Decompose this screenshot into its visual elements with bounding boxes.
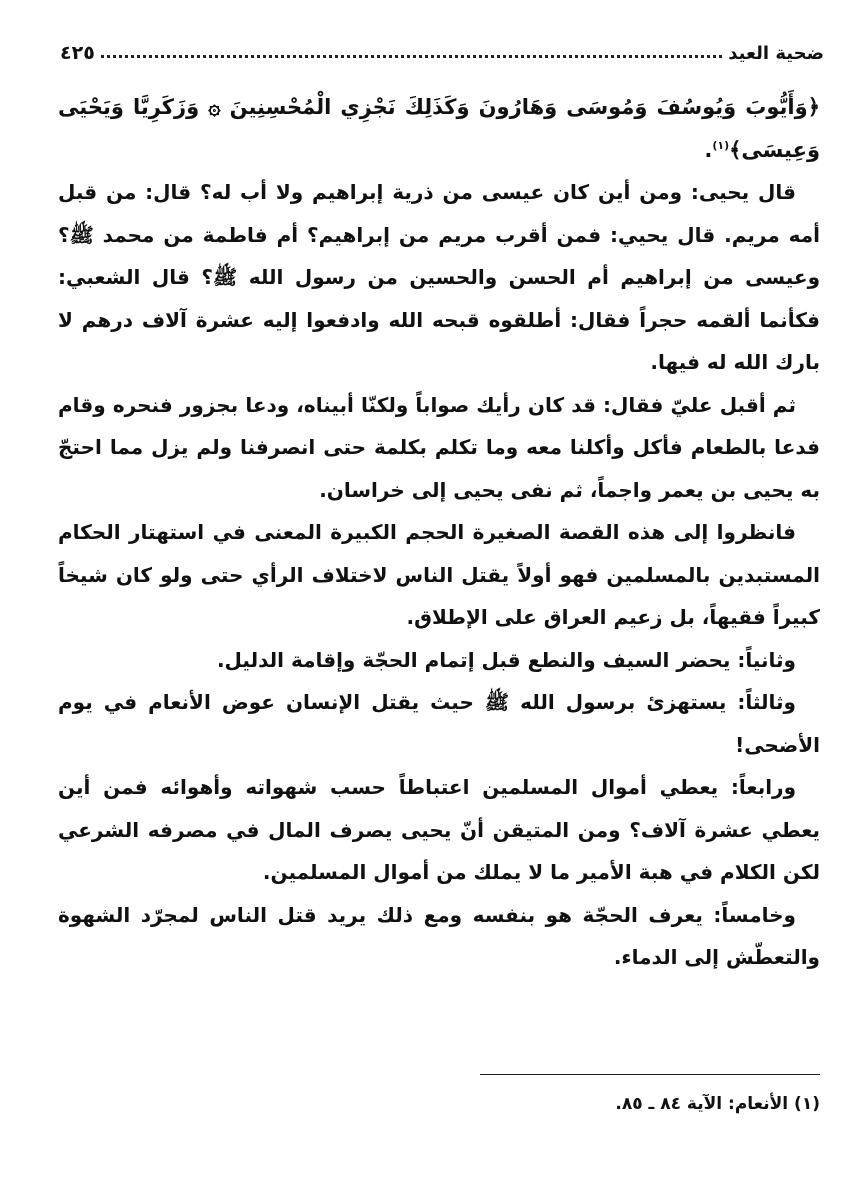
footnote-divider <box>480 1074 820 1075</box>
verse-close-bracket: ﴾ <box>729 137 742 162</box>
chapter-title: ضحية العيد <box>728 43 824 64</box>
page-number: ٤٢٥ <box>60 42 95 64</box>
paragraph-2: ثم أقبل عليّ فقال: قد كان رأيك صواباً ولكنّا أبيناه، ودعا بجزور فنحره وقام فدعا بالطعام فأكل وأكلنا معه وما تكلم بكلمة حتى انصرفنا ولم يزل مما احتجّ به يحيى بن يعمر واجماً، ثم نفى يحيى إلى خراسان. <box>58 392 820 502</box>
running-header <box>60 34 824 64</box>
footnote-reference: (١) <box>712 138 730 152</box>
paragraph-1: قال يحيى: ومن أين كان عيسى من ذرية إبراهيم ولا أب له؟ قال: من قبل أمه مريم. قال يحيي: فمن أقرب مريم من إبراهيم؟ أم فاطمة من محمد ﷺ؟ وعيسى من إبراهيم أم الحسن والحسين من رسول الله ﷺ؟ قال الشعبي: فكأنما ألقمه حجراً فقال: أطلقوه قبحه الله وادفعوا إليه عشرة آلاف درهم لا بارك الله له فيها. <box>58 180 820 374</box>
paragraph-7: وخامساً: يعرف الحجّة هو بنفسه ومع ذلك يريد قتل الناس لمجرّد الشهوة والتعطّش إلى الدماء. <box>58 902 820 969</box>
page-body <box>58 86 820 979</box>
paragraph-6: ورابعاً: يعطي أموال المسلمين اعتباطاً حسب شهواته وأهوائه فمن أين يعطي عشرة آلاف؟ ومن المتيقن أنّ يحيى يصرف المال في مصرفه الشرعي لكن الكلام في هبة الأمير ما لا يملك من أموال المسلمين. <box>58 775 820 884</box>
footnote: (١) الأنعام: الآية ٨٤ ـ ٨٥. <box>615 1094 820 1114</box>
paragraph-4: وثانياً: يحضر السيف والنطع قبل إتمام الحجّة وإقامة الدليل. <box>216 647 796 672</box>
paragraph-5: وثالثاً: يستهزئ برسول الله ﷺ حيث يقتل الإنسان عوض الأنعام في يوم الأضحى! <box>58 690 820 757</box>
quran-verse <box>58 86 820 171</box>
verse-end: . <box>704 137 713 162</box>
verse-open-bracket: ﴿ <box>807 95 820 119</box>
verse-text: وَأَيُّوبَ وَيُوسُفَ وَمُوسَى وَهَارُونَ وَكَذَلِكَ نَجْزِي الْمُحْسِنِينَ ۞ وَزَكَرِيَّا وَيَحْيَى وَعِيسَى <box>58 95 820 162</box>
paragraph-3: فانظروا إلى هذه القصة الصغيرة الحجم الكبيرة المعنى في استهتار الحكام المستبدين بالمسلمين فهو أولاً يقتل الناس لاختلاف الرأي حتى ولو كان شيخاً كبيراً فقيهاً، بل زعيم العراق على الإطلاق. <box>58 520 820 629</box>
leader-dots <box>101 55 722 58</box>
